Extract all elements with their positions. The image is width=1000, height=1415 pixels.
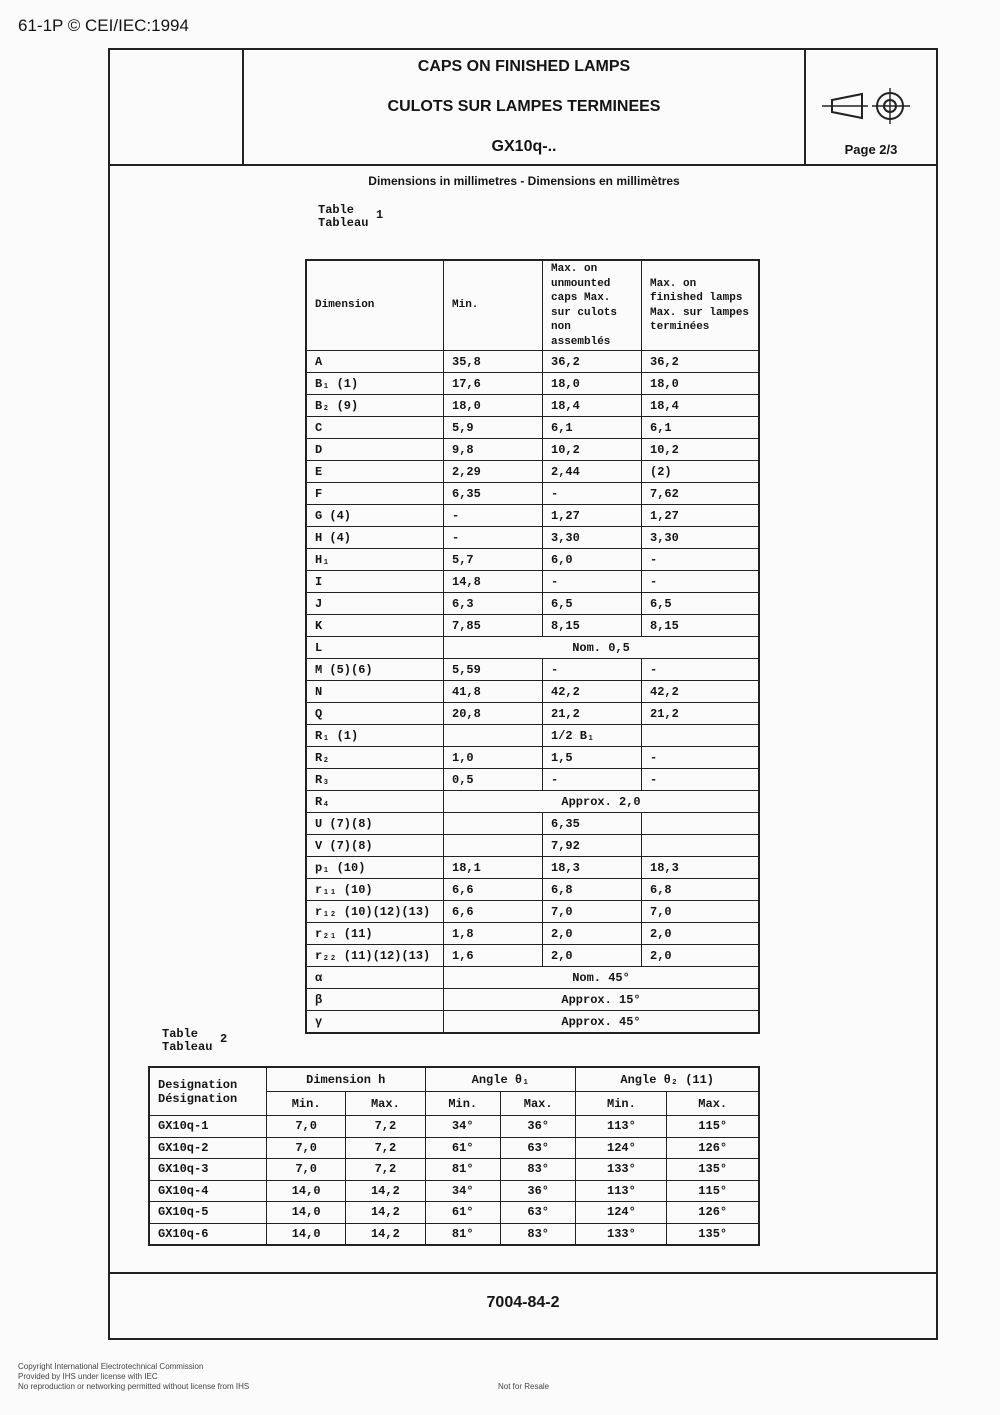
table2-number: 2 [220, 1032, 228, 1046]
max-unmounted-cell: 1,27 [543, 505, 642, 527]
table-row [306, 549, 759, 571]
angle1-min-cell: 34° [425, 1180, 500, 1202]
max-unmounted-cell: 18,3 [543, 857, 642, 879]
max-finished-cell: - [642, 747, 760, 769]
dimension-cell: r₁₂ (10)(12)(13) [306, 901, 444, 923]
table-row [306, 461, 759, 483]
angle2-max-cell: 115° [667, 1180, 759, 1202]
table-header-row [306, 260, 759, 351]
table-row [306, 725, 759, 747]
table-row [149, 1202, 759, 1224]
h-max-cell: 7,2 [346, 1137, 425, 1159]
value-cell: Nom. 45° [444, 967, 760, 989]
table-row [306, 681, 759, 703]
designation-cell: GX10q-1 [149, 1116, 267, 1138]
min-cell: 14,8 [444, 571, 543, 593]
copyright-line: Copyright International Electrotechnical Commission [18, 1362, 204, 1371]
angle1-max-cell: 36° [500, 1116, 575, 1138]
angle2-min-cell: 133° [576, 1223, 667, 1245]
dimension-cell: r₁₁ (10) [306, 879, 444, 901]
table-row [306, 813, 759, 835]
max-unmounted-cell: 8,15 [543, 615, 642, 637]
max-unmounted-cell: 7,0 [543, 901, 642, 923]
table-row [306, 835, 759, 857]
designation-table [148, 1066, 760, 1246]
footer-divider [108, 1272, 938, 1274]
angle1-max-cell: 83° [500, 1159, 575, 1181]
header-divider [108, 164, 938, 166]
table-row [149, 1137, 759, 1159]
table-row [306, 527, 759, 549]
max-finished-cell: 7,0 [642, 901, 760, 923]
value-cell: Approx. 2,0 [444, 791, 760, 813]
max-finished-cell: (2) [642, 461, 760, 483]
angle1-min-cell: 34° [425, 1116, 500, 1138]
value-cell: Nom. 0,5 [444, 637, 760, 659]
designation-cell: GX10q-4 [149, 1180, 267, 1202]
max-unmounted-cell: 2,0 [543, 923, 642, 945]
dimension-cell: E [306, 461, 444, 483]
dimension-cell: V (7)(8) [306, 835, 444, 857]
sheet-code: 7004-84-2 [486, 1294, 560, 1311]
angle1-min-cell: 61° [425, 1137, 500, 1159]
dimension-cell: β [306, 989, 444, 1011]
angle1-min-cell: 81° [425, 1223, 500, 1245]
table-row [306, 483, 759, 505]
min-cell: - [444, 527, 543, 549]
table-row [306, 593, 759, 615]
max-finished-cell: 6,5 [642, 593, 760, 615]
max-finished-cell [642, 835, 760, 857]
table2-caption-fr: Tableau [162, 1040, 213, 1054]
min-cell: - [444, 505, 543, 527]
angle2-min-cell: 124° [576, 1137, 667, 1159]
angle2-max-cell: 135° [667, 1223, 759, 1245]
table-row [306, 395, 759, 417]
dimension-cell: R₂ [306, 747, 444, 769]
table1-number: 1 [376, 208, 384, 222]
min-cell [444, 835, 543, 857]
max-unmounted-cell: - [543, 571, 642, 593]
max-finished-cell: 18,4 [642, 395, 760, 417]
min-cell: 6,6 [444, 901, 543, 923]
table-row [306, 923, 759, 945]
max-unmounted-cell: 1/2 B₁ [543, 725, 642, 747]
cap-type-title: GX10q-.. [491, 138, 557, 155]
table-row [306, 791, 759, 813]
table-row [306, 769, 759, 791]
angle1-max-cell: 83° [500, 1223, 575, 1245]
max-finished-cell: 6,8 [642, 879, 760, 901]
min-cell [444, 725, 543, 747]
table-row [306, 703, 759, 725]
dimension-cell: R₄ [306, 791, 444, 813]
table1-caption [318, 203, 384, 230]
table-row [306, 901, 759, 923]
table-row [306, 439, 759, 461]
value-cell: Approx. 45° [444, 1011, 760, 1034]
dimension-cell: H (4) [306, 527, 444, 549]
h-max-cell: 14,2 [346, 1223, 425, 1245]
max-finished-cell: 21,2 [642, 703, 760, 725]
header-dimension-h: Dimension h [267, 1067, 426, 1092]
dimension-cell: C [306, 417, 444, 439]
dimension-cell: G (4) [306, 505, 444, 527]
table-row [149, 1116, 759, 1138]
max-finished-cell: 10,2 [642, 439, 760, 461]
table-row [306, 879, 759, 901]
dimension-cell: K [306, 615, 444, 637]
max-finished-cell: 42,2 [642, 681, 760, 703]
table-row [306, 659, 759, 681]
dimension-cell: U (7)(8) [306, 813, 444, 835]
dimension-cell: Q [306, 703, 444, 725]
angle1-min-cell: 81° [425, 1159, 500, 1181]
max-unmounted-cell: 2,44 [543, 461, 642, 483]
dimension-cell: B₁ (1) [306, 373, 444, 395]
header-max-unmounted: Max. on unmounted caps Max. sur culots non assemblés [543, 260, 642, 351]
min-cell: 5,59 [444, 659, 543, 681]
h-max-cell: 7,2 [346, 1116, 425, 1138]
min-cell: 7,85 [444, 615, 543, 637]
angle2-min-cell: 124° [576, 1202, 667, 1224]
h-max-cell: 7,2 [346, 1159, 425, 1181]
table-row [306, 747, 759, 769]
table-row [149, 1180, 759, 1202]
max-unmounted-cell: 18,0 [543, 373, 642, 395]
reproduction-line: No reproduction or networking permitted without license from IHS [18, 1382, 250, 1391]
subheader-min: Min. [425, 1092, 500, 1116]
min-cell: 20,8 [444, 703, 543, 725]
dimension-cell: M (5)(6) [306, 659, 444, 681]
min-cell: 18,0 [444, 395, 543, 417]
min-cell: 2,29 [444, 461, 543, 483]
max-finished-cell: 1,27 [642, 505, 760, 527]
subheader-max: Max. [667, 1092, 759, 1116]
min-cell: 41,8 [444, 681, 543, 703]
angle1-max-cell: 63° [500, 1202, 575, 1224]
dimension-cell: A [306, 351, 444, 373]
min-cell: 18,1 [444, 857, 543, 879]
dimension-cell: R₁ (1) [306, 725, 444, 747]
max-finished-cell: - [642, 769, 760, 791]
max-finished-cell: 8,15 [642, 615, 760, 637]
max-finished-cell: 18,3 [642, 857, 760, 879]
title-french: CULOTS SUR LAMPES TERMINEES [387, 98, 661, 115]
h-min-cell: 7,0 [267, 1137, 346, 1159]
min-cell: 1,0 [444, 747, 543, 769]
table1-caption-fr: Tableau [318, 216, 369, 230]
subheader-max: Max. [500, 1092, 575, 1116]
header-left-cell [108, 48, 244, 165]
min-cell [444, 813, 543, 835]
designation-cell: GX10q-3 [149, 1159, 267, 1181]
dimension-cell: γ [306, 1011, 444, 1034]
max-unmounted-cell: 6,0 [543, 549, 642, 571]
angle2-min-cell: 113° [576, 1116, 667, 1138]
dimension-cell: J [306, 593, 444, 615]
max-finished-cell [642, 725, 760, 747]
header-dimension: Dimension [306, 260, 444, 351]
license-line: Provided by IHS under license with IEC [18, 1372, 158, 1381]
max-unmounted-cell: 6,1 [543, 417, 642, 439]
dimension-cell: R₃ [306, 769, 444, 791]
min-cell: 6,6 [444, 879, 543, 901]
min-cell: 1,6 [444, 945, 543, 967]
standard-reference: 61-1P © CEI/IEC:1994 [18, 16, 189, 35]
h-min-cell: 14,0 [267, 1202, 346, 1224]
table-header-row [149, 1067, 759, 1092]
subheader-min: Min. [576, 1092, 667, 1116]
max-unmounted-cell: 2,0 [543, 945, 642, 967]
dimension-cell: N [306, 681, 444, 703]
subheader-max: Max. [346, 1092, 425, 1116]
angle1-max-cell: 36° [500, 1180, 575, 1202]
dimension-cell: p₁ (10) [306, 857, 444, 879]
min-cell: 9,8 [444, 439, 543, 461]
min-cell: 0,5 [444, 769, 543, 791]
table-row [306, 505, 759, 527]
table-row [306, 967, 759, 989]
max-unmounted-cell: 1,5 [543, 747, 642, 769]
h-min-cell: 14,0 [267, 1180, 346, 1202]
table-row [149, 1223, 759, 1245]
max-unmounted-cell: - [543, 483, 642, 505]
header-angle1: Angle θ₁ [425, 1067, 576, 1092]
table-row [306, 373, 759, 395]
table-row [306, 571, 759, 593]
value-cell: Approx. 15° [444, 989, 760, 1011]
max-finished-cell: - [642, 549, 760, 571]
min-cell: 1,8 [444, 923, 543, 945]
max-unmounted-cell: 6,35 [543, 813, 642, 835]
dimension-cell: r₂₁ (11) [306, 923, 444, 945]
h-max-cell: 14,2 [346, 1202, 425, 1224]
max-unmounted-cell: 36,2 [543, 351, 642, 373]
table-row [306, 417, 759, 439]
h-min-cell: 7,0 [267, 1116, 346, 1138]
max-finished-cell: 2,0 [642, 923, 760, 945]
max-unmounted-cell: 3,30 [543, 527, 642, 549]
max-unmounted-cell: 42,2 [543, 681, 642, 703]
header-min: Min. [444, 260, 543, 351]
angle2-max-cell: 126° [667, 1137, 759, 1159]
not-for-resale: Not for Resale [498, 1382, 550, 1391]
table-row [306, 989, 759, 1011]
angle2-max-cell: 126° [667, 1202, 759, 1224]
designation-cell: GX10q-5 [149, 1202, 267, 1224]
max-finished-cell: 36,2 [642, 351, 760, 373]
designation-cell: GX10q-2 [149, 1137, 267, 1159]
dimension-cell: α [306, 967, 444, 989]
h-min-cell: 7,0 [267, 1159, 346, 1181]
h-min-cell: 14,0 [267, 1223, 346, 1245]
max-finished-cell: - [642, 659, 760, 681]
dimension-cell: r₂₂ (11)(12)(13) [306, 945, 444, 967]
dimension-cell: L [306, 637, 444, 659]
table2-caption-en: Table [162, 1027, 199, 1041]
title-english: CAPS ON FINISHED LAMPS [417, 58, 631, 75]
header-designation: Designation Désignation [149, 1067, 267, 1116]
table-row [306, 615, 759, 637]
max-unmounted-cell: 6,5 [543, 593, 642, 615]
angle1-min-cell: 61° [425, 1202, 500, 1224]
h-max-cell: 14,2 [346, 1180, 425, 1202]
dimensions-table [305, 259, 760, 1034]
max-unmounted-cell: 21,2 [543, 703, 642, 725]
angle2-max-cell: 115° [667, 1116, 759, 1138]
max-finished-cell: 18,0 [642, 373, 760, 395]
subheader-min: Min. [267, 1092, 346, 1116]
max-unmounted-cell: - [543, 769, 642, 791]
dimension-cell: I [306, 571, 444, 593]
dimensions-note: Dimensions in millimetres - Dimensions en millimètres [368, 174, 680, 188]
angle2-max-cell: 135° [667, 1159, 759, 1181]
max-unmounted-cell: - [543, 659, 642, 681]
min-cell: 17,6 [444, 373, 543, 395]
table-row [306, 945, 759, 967]
min-cell: 35,8 [444, 351, 543, 373]
table-row [306, 857, 759, 879]
angle1-max-cell: 63° [500, 1137, 575, 1159]
angle2-min-cell: 113° [576, 1180, 667, 1202]
max-finished-cell [642, 813, 760, 835]
table-row [149, 1159, 759, 1181]
table-row [306, 351, 759, 373]
max-unmounted-cell: 10,2 [543, 439, 642, 461]
table2-caption [162, 1027, 228, 1054]
dimension-cell: H₁ [306, 549, 444, 571]
table1-caption-en: Table [318, 203, 355, 217]
dimension-cell: D [306, 439, 444, 461]
max-finished-cell: 3,30 [642, 527, 760, 549]
max-finished-cell: - [642, 571, 760, 593]
max-unmounted-cell: 7,92 [543, 835, 642, 857]
table-row [306, 1011, 759, 1034]
header-max-finished: Max. on finished lamps Max. sur lampes terminées [642, 260, 760, 351]
projection-symbol-icon [816, 86, 916, 126]
designation-cell: GX10q-6 [149, 1223, 267, 1245]
max-unmounted-cell: 6,8 [543, 879, 642, 901]
table-row [306, 637, 759, 659]
angle2-min-cell: 133° [576, 1159, 667, 1181]
max-finished-cell: 2,0 [642, 945, 760, 967]
header-angle2: Angle θ₂ (11) [576, 1067, 759, 1092]
min-cell: 6,3 [444, 593, 543, 615]
min-cell: 6,35 [444, 483, 543, 505]
min-cell: 5,9 [444, 417, 543, 439]
dimension-cell: B₂ (9) [306, 395, 444, 417]
max-finished-cell: 6,1 [642, 417, 760, 439]
max-finished-cell: 7,62 [642, 483, 760, 505]
page-number: Page 2/3 [844, 142, 898, 157]
max-unmounted-cell: 18,4 [543, 395, 642, 417]
dimension-cell: F [306, 483, 444, 505]
min-cell: 5,7 [444, 549, 543, 571]
